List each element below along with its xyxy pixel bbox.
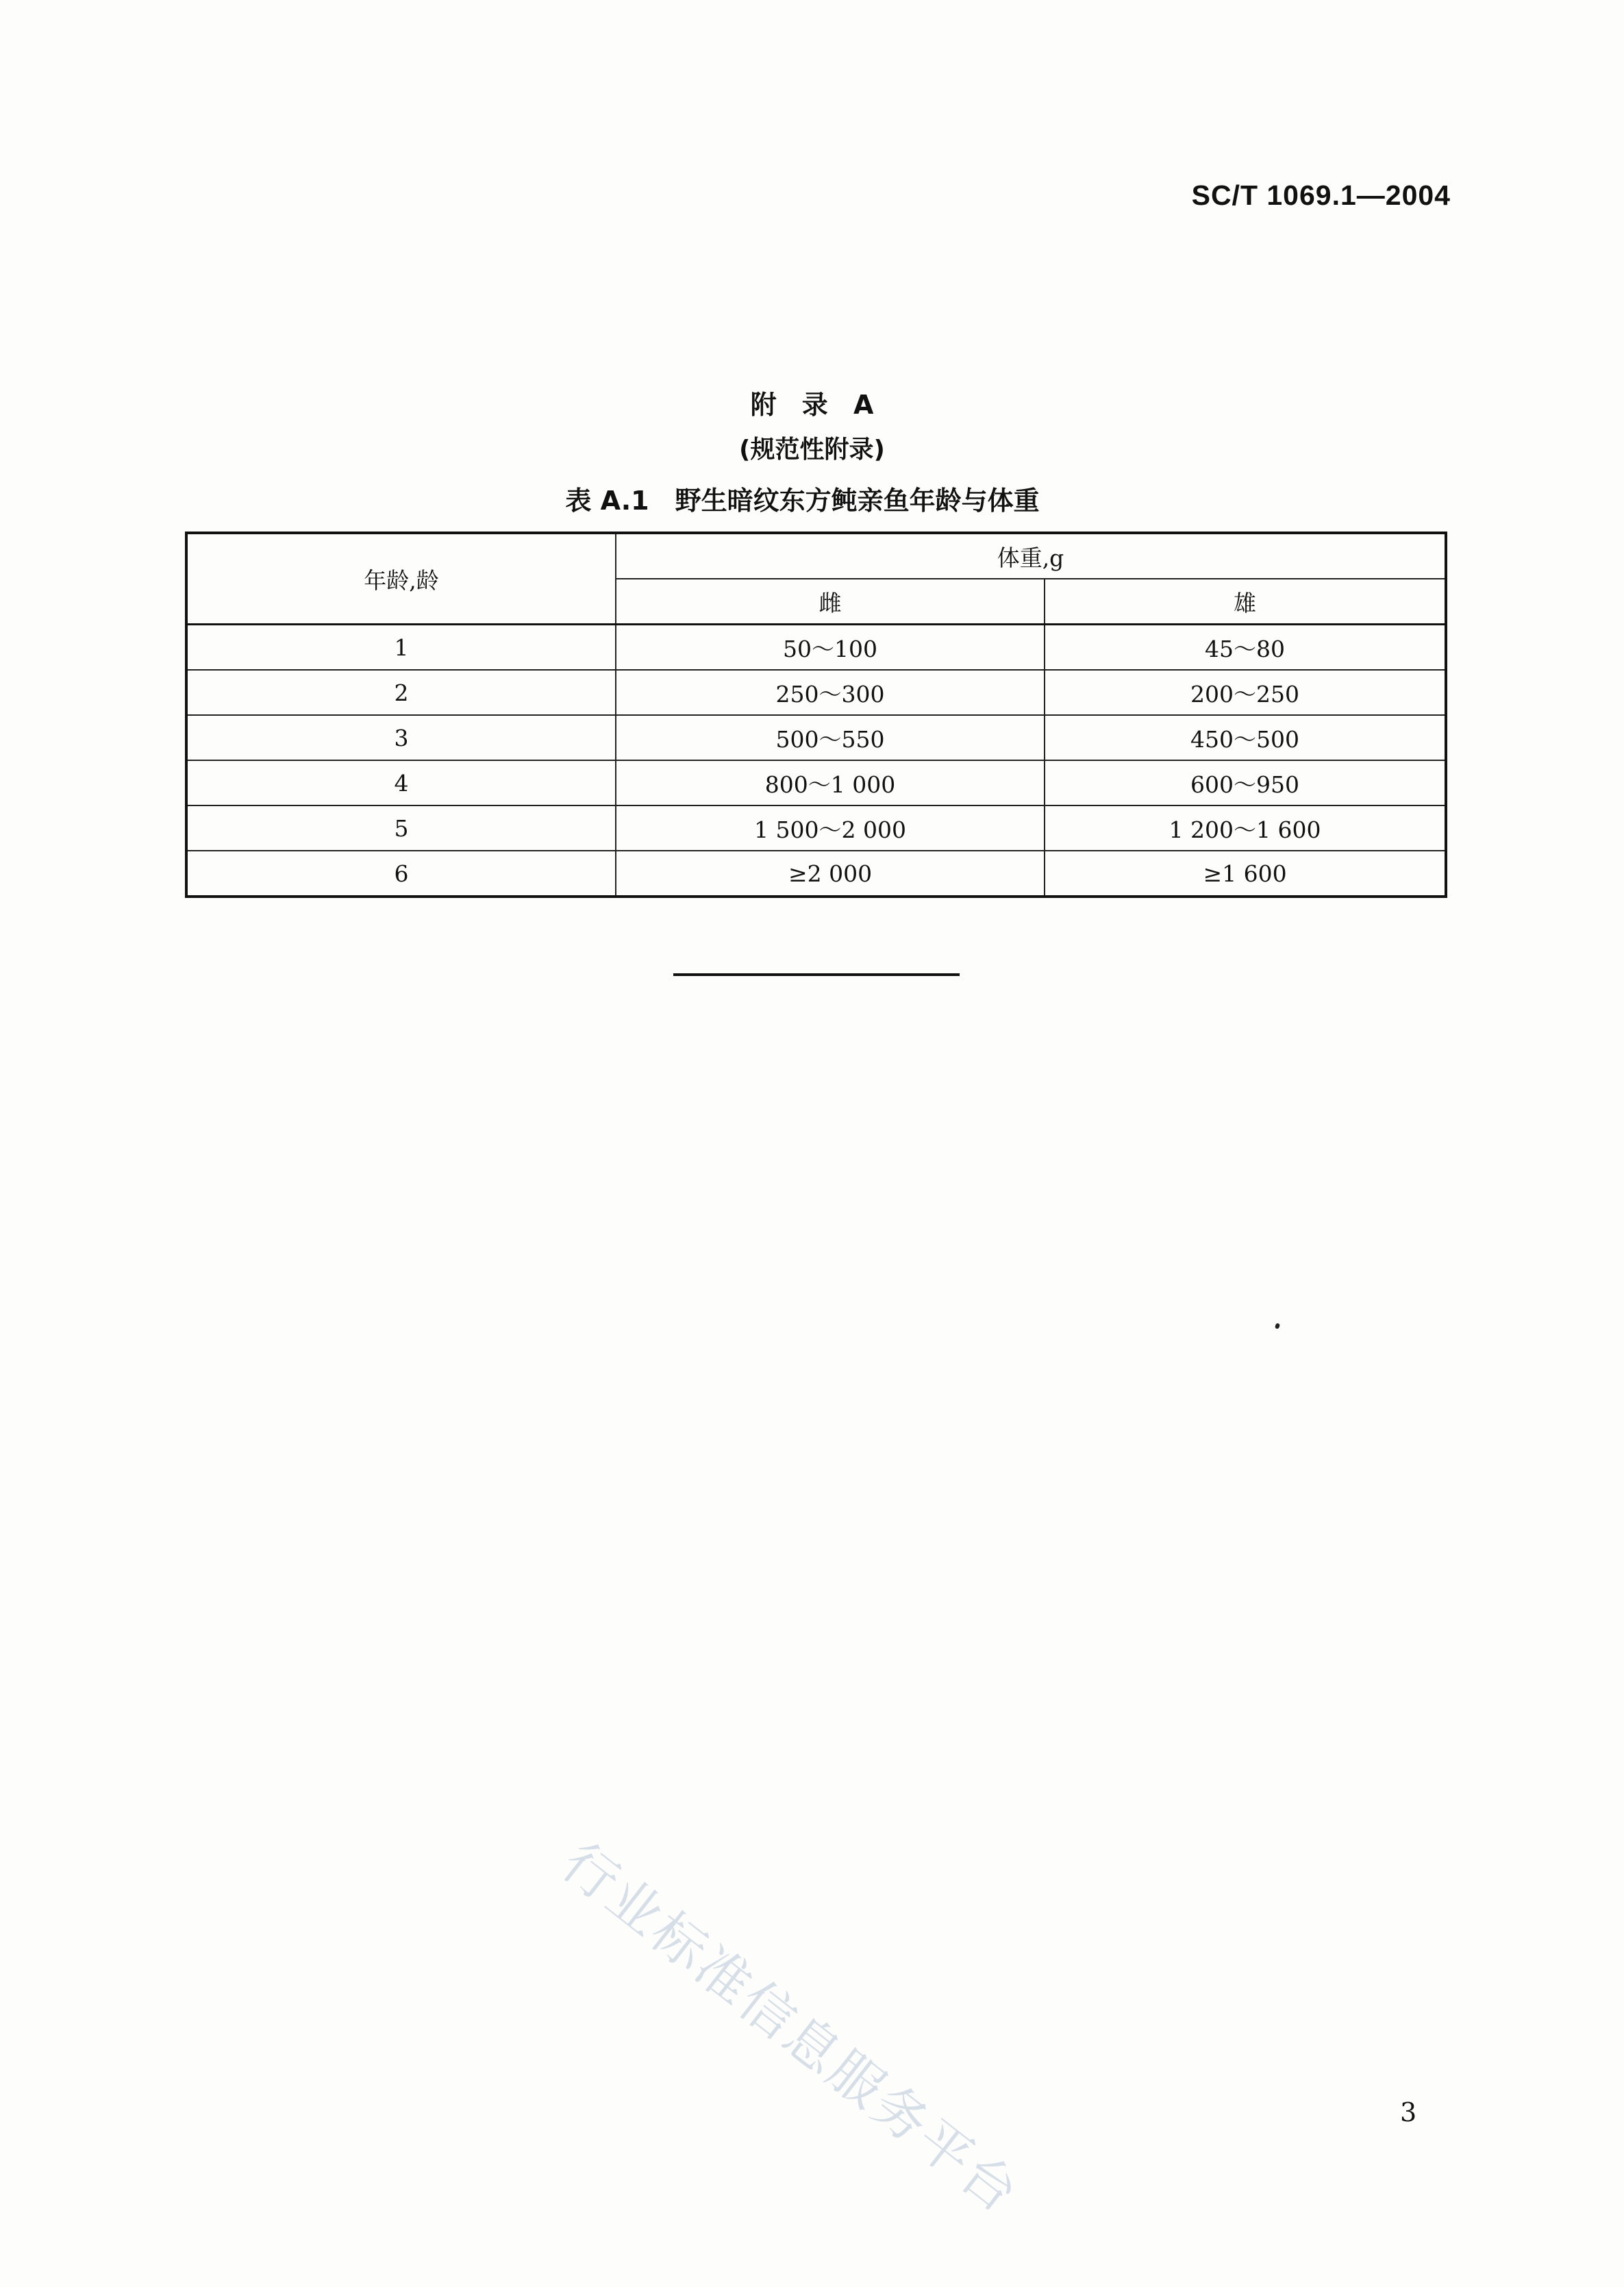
- female-weight-cell: 500～550: [616, 715, 1045, 760]
- table-row: [186, 715, 1446, 760]
- female-weight-cell: 50～100: [616, 625, 1045, 671]
- male-column-header: 雄: [1045, 579, 1446, 625]
- male-weight-cell: ≥1 600: [1045, 851, 1446, 897]
- document-code: SC/T 1069.1—2004: [1191, 179, 1451, 211]
- table-row: [186, 625, 1446, 671]
- table-row: [186, 805, 1446, 851]
- male-weight-cell: 600～950: [1045, 760, 1446, 805]
- weight-column-header: 体重,g: [616, 533, 1446, 579]
- watermark: 行业标准信息服务平台: [550, 1832, 1032, 2226]
- male-weight-cell: 1 200～1 600: [1045, 805, 1446, 851]
- table-title: [0, 479, 1614, 517]
- age-weight-table: [185, 532, 1447, 898]
- age-cell: 1: [186, 625, 616, 671]
- age-cell: 5: [186, 805, 616, 851]
- table-row: [186, 760, 1446, 805]
- annex-type: (规范性附录): [739, 436, 885, 464]
- table-row: [186, 670, 1446, 715]
- female-column-header: 雌: [616, 579, 1045, 625]
- age-cell: 6: [186, 851, 616, 897]
- age-column-header: 年龄,龄: [186, 533, 616, 625]
- female-weight-cell: 250～300: [616, 670, 1045, 715]
- table-row: [186, 851, 1446, 897]
- female-weight-cell: 1 500～2 000: [616, 805, 1045, 851]
- end-rule: [673, 973, 960, 976]
- scan-speck: [1275, 1323, 1280, 1329]
- table-caption: 野生暗纹东方鲀亲鱼年龄与体重: [675, 486, 1040, 516]
- annex-title: 附 录 A: [750, 390, 874, 420]
- page-number: 3: [1400, 2097, 1417, 2127]
- female-weight-cell: 800～1 000: [616, 760, 1045, 805]
- age-cell: 4: [186, 760, 616, 805]
- age-cell: 3: [186, 715, 616, 760]
- table-header-row: [186, 533, 1446, 579]
- male-weight-cell: 450～500: [1045, 715, 1446, 760]
- male-weight-cell: 200～250: [1045, 670, 1446, 715]
- female-weight-cell: ≥2 000: [616, 851, 1045, 897]
- age-cell: 2: [186, 670, 616, 715]
- male-weight-cell: 45～80: [1045, 625, 1446, 671]
- table-number: 表 A.1: [565, 486, 649, 516]
